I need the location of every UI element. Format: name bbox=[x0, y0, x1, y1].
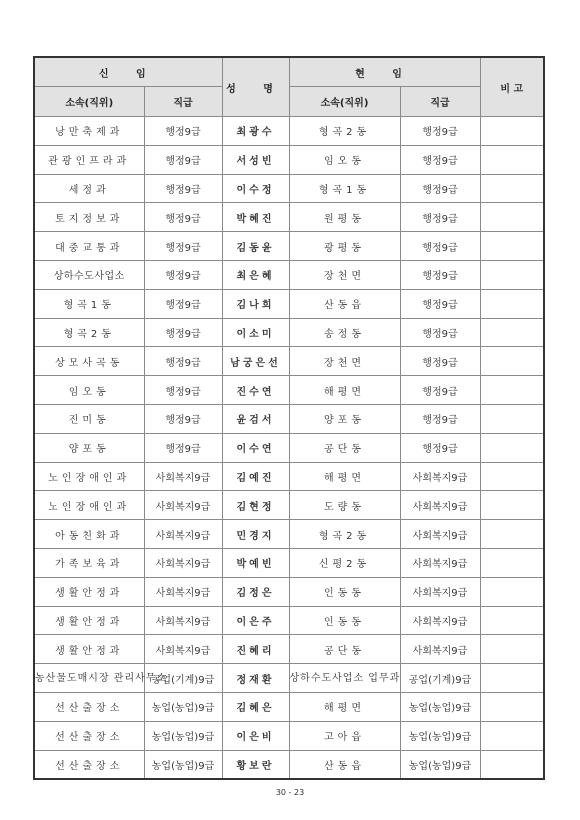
cur-grade-cell: 사회복지9급 bbox=[400, 577, 480, 606]
new-grade-cell: 행정9급 bbox=[144, 404, 222, 433]
new-dept-cell: 낭만축제과 bbox=[34, 117, 144, 146]
new-grade-cell: 사회복지9급 bbox=[144, 520, 222, 549]
table-body bbox=[34, 117, 544, 780]
new-grade-cell: 행정9급 bbox=[144, 260, 222, 289]
remarks-cell bbox=[480, 318, 544, 347]
cur-grade-cell: 행정9급 bbox=[400, 232, 480, 261]
header-name bbox=[222, 57, 289, 117]
cur-dept-cell: 고아읍 bbox=[289, 721, 400, 750]
cur-grade-cell: 사회복지9급 bbox=[400, 548, 480, 577]
new-dept-cell: 형곡1동 bbox=[34, 289, 144, 318]
table-row bbox=[34, 635, 544, 664]
header-new-grade: 직급 bbox=[144, 87, 222, 117]
remarks-cell bbox=[480, 721, 544, 750]
cur-dept-cell: 광평동 bbox=[289, 232, 400, 261]
header-new-dept: 소속(직위) bbox=[34, 87, 144, 117]
new-grade-cell: 사회복지9급 bbox=[144, 462, 222, 491]
cur-grade-cell: 행정9급 bbox=[400, 145, 480, 174]
name-cell: 진혜리 bbox=[222, 635, 289, 664]
cur-dept-cell: 인동동 bbox=[289, 577, 400, 606]
name-cell: 이은비 bbox=[222, 721, 289, 750]
cur-dept-cell: 인동동 bbox=[289, 606, 400, 635]
cur-dept-cell: 해평면 bbox=[289, 462, 400, 491]
table-row bbox=[34, 318, 544, 347]
new-dept-cell: 상하수도사업소 bbox=[34, 260, 144, 289]
table-row bbox=[34, 260, 544, 289]
cur-grade-cell: 행정9급 bbox=[400, 376, 480, 405]
cur-dept-cell: 형곡1동 bbox=[289, 174, 400, 203]
name-cell: 김나희 bbox=[222, 289, 289, 318]
new-dept-cell: 노인장애인과 bbox=[34, 462, 144, 491]
header-current-post-label: 현 임 bbox=[355, 68, 414, 80]
header-current-post bbox=[289, 57, 480, 87]
new-dept-cell: 생활안정과 bbox=[34, 606, 144, 635]
name-cell: 이수연 bbox=[222, 433, 289, 462]
table-row bbox=[34, 404, 544, 433]
table-row bbox=[34, 491, 544, 520]
cur-grade-cell: 행정9급 bbox=[400, 117, 480, 146]
new-dept-cell: 생활안정과 bbox=[34, 577, 144, 606]
new-dept-cell: 아동친화과 bbox=[34, 520, 144, 549]
remarks-cell bbox=[480, 232, 544, 261]
cur-grade-cell: 농업(농업)9급 bbox=[400, 750, 480, 779]
name-cell: 서성빈 bbox=[222, 145, 289, 174]
cur-dept-cell: 도량동 bbox=[289, 491, 400, 520]
header-cur-dept: 소속(직위) bbox=[289, 87, 400, 117]
cur-grade-cell: 행정9급 bbox=[400, 318, 480, 347]
cur-grade-cell: 행정9급 bbox=[400, 433, 480, 462]
new-grade-cell: 사회복지9급 bbox=[144, 606, 222, 635]
new-dept-cell: 선산출장소 bbox=[34, 750, 144, 779]
remarks-cell bbox=[480, 462, 544, 491]
cur-grade-cell: 행정9급 bbox=[400, 174, 480, 203]
new-dept-cell: 가족보육과 bbox=[34, 548, 144, 577]
table-row bbox=[34, 433, 544, 462]
name-cell: 이수정 bbox=[222, 174, 289, 203]
page-number: 30 - 23 bbox=[275, 788, 305, 797]
new-dept-cell: 진미동 bbox=[34, 404, 144, 433]
new-grade-cell: 행정9급 bbox=[144, 347, 222, 376]
table-row bbox=[34, 548, 544, 577]
header-new-post-label: 신 임 bbox=[98, 68, 158, 80]
new-grade-cell: 행정9급 bbox=[144, 174, 222, 203]
cur-grade-cell: 사회복지9급 bbox=[400, 491, 480, 520]
cur-dept-cell: 장천면 bbox=[289, 347, 400, 376]
cur-grade-cell: 농업(농업)9급 bbox=[400, 692, 480, 721]
remarks-cell bbox=[480, 664, 544, 693]
cur-dept-cell: 산동읍 bbox=[289, 750, 400, 779]
table-header bbox=[34, 57, 544, 117]
cur-dept-cell: 상하수도사업소 업무과 bbox=[289, 664, 400, 693]
table-row bbox=[34, 462, 544, 491]
table-row bbox=[34, 577, 544, 606]
new-dept-cell: 농산물도매시장 관리사무소 bbox=[34, 664, 144, 693]
new-grade-cell: 농업(농업)9급 bbox=[144, 750, 222, 779]
remarks-cell bbox=[480, 174, 544, 203]
table-row bbox=[34, 174, 544, 203]
table-row bbox=[34, 692, 544, 721]
table-row bbox=[34, 664, 544, 693]
new-grade-cell: 사회복지9급 bbox=[144, 548, 222, 577]
remarks-cell bbox=[480, 289, 544, 318]
table-row bbox=[34, 376, 544, 405]
cur-dept-cell: 해평면 bbox=[289, 376, 400, 405]
new-grade-cell: 행정9급 bbox=[144, 203, 222, 232]
remarks-cell bbox=[480, 548, 544, 577]
name-cell: 김동윤 bbox=[222, 232, 289, 261]
remarks-cell bbox=[480, 491, 544, 520]
table-row bbox=[34, 117, 544, 146]
cur-dept-cell: 신평2동 bbox=[289, 548, 400, 577]
new-dept-cell: 생활안정과 bbox=[34, 635, 144, 664]
name-cell: 민경지 bbox=[222, 520, 289, 549]
cur-grade-cell: 공업(기계)9급 bbox=[400, 664, 480, 693]
new-dept-cell: 관광인프라과 bbox=[34, 145, 144, 174]
remarks-cell bbox=[480, 577, 544, 606]
remarks-cell bbox=[480, 117, 544, 146]
cur-grade-cell: 농업(농업)9급 bbox=[400, 721, 480, 750]
cur-dept-cell: 형곡2동 bbox=[289, 117, 400, 146]
cur-grade-cell: 행정9급 bbox=[400, 260, 480, 289]
new-grade-cell: 농업(농업)9급 bbox=[144, 721, 222, 750]
table-row bbox=[34, 721, 544, 750]
name-cell: 김현정 bbox=[222, 491, 289, 520]
name-cell: 이은주 bbox=[222, 606, 289, 635]
name-cell: 최은혜 bbox=[222, 260, 289, 289]
header-remarks bbox=[480, 57, 544, 117]
remarks-cell bbox=[480, 520, 544, 549]
name-cell: 이소미 bbox=[222, 318, 289, 347]
new-dept-cell: 선산출장소 bbox=[34, 721, 144, 750]
new-dept-cell: 임오동 bbox=[34, 376, 144, 405]
new-dept-cell: 형곡2동 bbox=[34, 318, 144, 347]
remarks-cell bbox=[480, 606, 544, 635]
name-cell: 진수연 bbox=[222, 376, 289, 405]
name-cell: 정재환 bbox=[222, 664, 289, 693]
new-dept-cell: 선산출장소 bbox=[34, 692, 144, 721]
cur-dept-cell: 공단동 bbox=[289, 433, 400, 462]
cur-dept-cell: 산동읍 bbox=[289, 289, 400, 318]
cur-dept-cell: 원평동 bbox=[289, 203, 400, 232]
cur-grade-cell: 행정9급 bbox=[400, 404, 480, 433]
remarks-cell bbox=[480, 404, 544, 433]
remarks-cell bbox=[480, 145, 544, 174]
remarks-cell bbox=[480, 692, 544, 721]
new-grade-cell: 사회복지9급 bbox=[144, 635, 222, 664]
table-row bbox=[34, 750, 544, 779]
header-remarks-label: 비 고 bbox=[500, 83, 524, 95]
new-dept-cell: 세정과 bbox=[34, 174, 144, 203]
cur-grade-cell: 사회복지9급 bbox=[400, 606, 480, 635]
header-new-post bbox=[34, 57, 222, 87]
new-grade-cell: 사회복지9급 bbox=[144, 491, 222, 520]
name-cell: 김혜은 bbox=[222, 692, 289, 721]
table-row bbox=[34, 203, 544, 232]
cur-dept-cell: 공단동 bbox=[289, 635, 400, 664]
name-cell: 김예진 bbox=[222, 462, 289, 491]
table-row bbox=[34, 232, 544, 261]
cur-dept-cell: 송정동 bbox=[289, 318, 400, 347]
new-dept-cell: 양포동 bbox=[34, 433, 144, 462]
cur-dept-cell: 형곡2동 bbox=[289, 520, 400, 549]
remarks-cell bbox=[480, 260, 544, 289]
new-grade-cell: 사회복지9급 bbox=[144, 577, 222, 606]
table-row bbox=[34, 606, 544, 635]
personnel-table bbox=[33, 56, 545, 780]
cur-dept-cell: 임오동 bbox=[289, 145, 400, 174]
new-dept-cell: 상모사곡동 bbox=[34, 347, 144, 376]
cur-grade-cell: 행정9급 bbox=[400, 347, 480, 376]
cur-grade-cell: 사회복지9급 bbox=[400, 462, 480, 491]
cur-dept-cell: 양포동 bbox=[289, 404, 400, 433]
new-grade-cell: 농업(농업)9급 bbox=[144, 692, 222, 721]
table-row bbox=[34, 347, 544, 376]
name-cell: 박예빈 bbox=[222, 548, 289, 577]
cur-grade-cell: 사회복지9급 bbox=[400, 635, 480, 664]
cur-dept-cell: 장천면 bbox=[289, 260, 400, 289]
table-row bbox=[34, 289, 544, 318]
table-row bbox=[34, 520, 544, 549]
new-grade-cell: 행정9급 bbox=[144, 145, 222, 174]
new-grade-cell: 행정9급 bbox=[144, 376, 222, 405]
name-cell: 황보란 bbox=[222, 750, 289, 779]
name-cell: 박혜진 bbox=[222, 203, 289, 232]
remarks-cell bbox=[480, 376, 544, 405]
new-grade-cell: 행정9급 bbox=[144, 433, 222, 462]
header-cur-grade: 직급 bbox=[400, 87, 480, 117]
remarks-cell bbox=[480, 347, 544, 376]
remarks-cell bbox=[480, 203, 544, 232]
remarks-cell bbox=[480, 433, 544, 462]
new-grade-cell: 공업(기계)9급 bbox=[144, 664, 222, 693]
new-grade-cell: 행정9급 bbox=[144, 318, 222, 347]
new-dept-cell: 노인장애인과 bbox=[34, 491, 144, 520]
name-cell: 최광수 bbox=[222, 117, 289, 146]
table-row bbox=[34, 145, 544, 174]
new-dept-cell: 토지정보과 bbox=[34, 203, 144, 232]
name-cell: 윤검서 bbox=[222, 404, 289, 433]
name-cell: 김정은 bbox=[222, 577, 289, 606]
remarks-cell bbox=[480, 750, 544, 779]
new-grade-cell: 행정9급 bbox=[144, 232, 222, 261]
cur-grade-cell: 행정9급 bbox=[400, 203, 480, 232]
cur-dept-cell: 해평면 bbox=[289, 692, 400, 721]
new-grade-cell: 행정9급 bbox=[144, 289, 222, 318]
cur-grade-cell: 행정9급 bbox=[400, 289, 480, 318]
name-cell: 남궁은선 bbox=[222, 347, 289, 376]
cur-grade-cell: 사회복지9급 bbox=[400, 520, 480, 549]
remarks-cell bbox=[480, 635, 544, 664]
new-grade-cell: 행정9급 bbox=[144, 117, 222, 146]
new-dept-cell: 대중교통과 bbox=[34, 232, 144, 261]
header-name-label: 성 명 bbox=[226, 83, 285, 95]
